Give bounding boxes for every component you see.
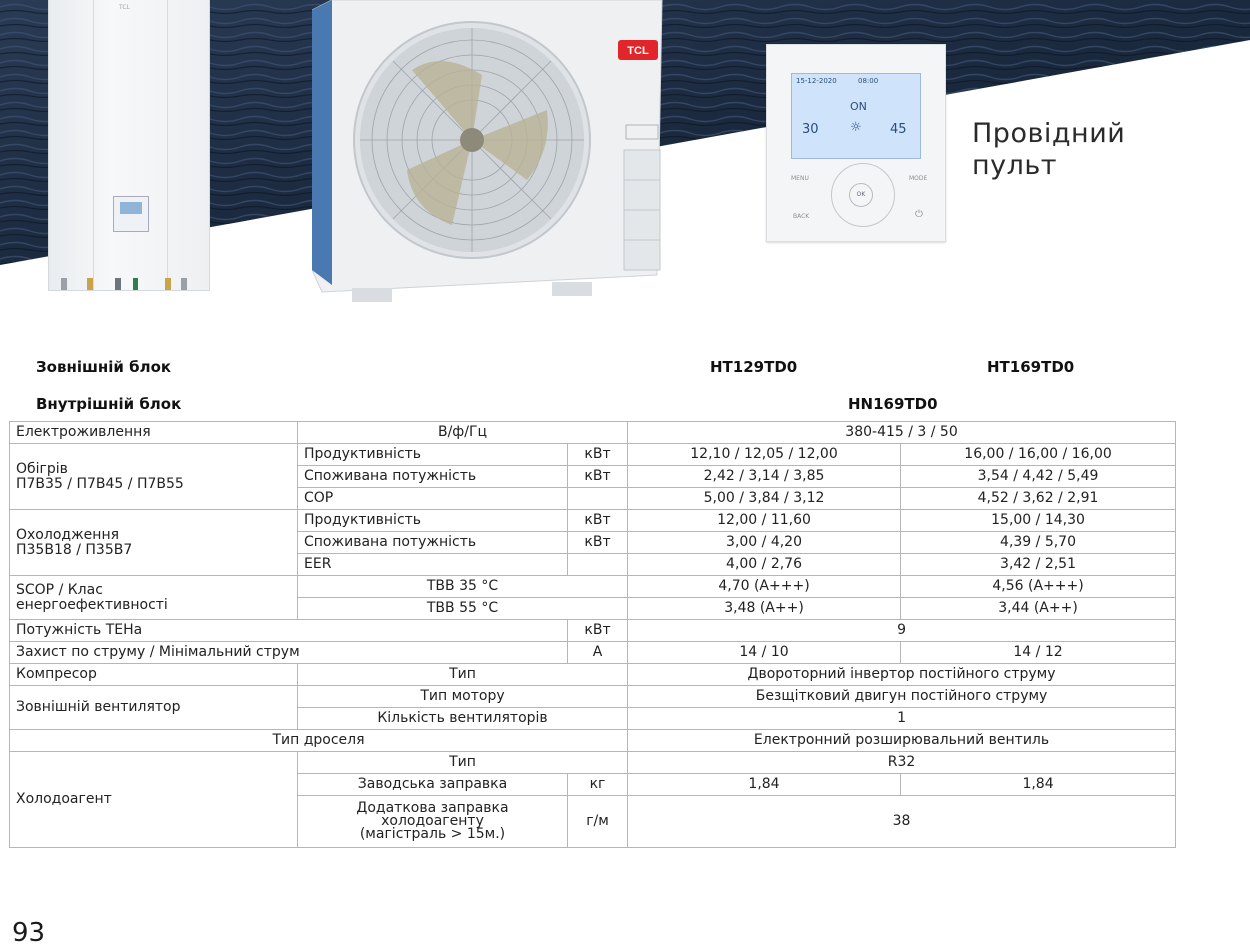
table-cell: 5,00 / 3,84 / 3,12	[628, 488, 901, 510]
fan-motor-value: Безщітковий двигун постійного струму	[628, 686, 1176, 708]
remote-back-label: BACK	[793, 213, 810, 220]
table-row	[10, 752, 1176, 774]
heater-power-label: Потужність ТЕНа	[10, 620, 568, 642]
cooling-label	[10, 510, 298, 576]
cooling-label-line2: П35В18 / П35В7	[16, 541, 133, 558]
table-row	[10, 664, 1176, 686]
current-protection-label: Захист по струму / Мінімальний струм	[10, 642, 568, 664]
table-cell: COP	[298, 488, 568, 510]
table-cell: 3,44 (А++)	[901, 598, 1176, 620]
indoor-brand: TCL	[119, 4, 130, 11]
heating-label-line1: Обігрів	[16, 460, 68, 477]
power-icon: ⏻	[915, 209, 923, 220]
table-cell: кВт	[568, 532, 628, 554]
table-cell: ТВВ 55 °С	[298, 598, 628, 620]
refrigerant-extra-value: 38	[628, 796, 1176, 848]
page-number: 93	[12, 918, 46, 948]
outdoor-block-label: Зовнішній блок	[36, 358, 172, 376]
refrigerant-extra-unit: г/м	[568, 796, 628, 848]
table-cell: ТВВ 35 °С	[298, 576, 628, 598]
compressor-label: Компресор	[10, 664, 298, 686]
remote-ok-button: OK	[849, 183, 873, 207]
table-row	[10, 686, 1176, 708]
table-cell: Продуктивність	[298, 510, 568, 532]
heating-label-line2: П7В35 / П7В45 / П7В55	[16, 475, 184, 492]
table-cell: 4,70 (А+++)	[628, 576, 901, 598]
refrigerant-label: Холодоагент	[10, 752, 298, 848]
remote-menu-label: MENU	[791, 175, 809, 182]
refrigerant-factory-unit: кг	[568, 774, 628, 796]
table-cell: 4,52 / 3,62 / 2,91	[901, 488, 1176, 510]
fan-motor-param: Тип мотору	[298, 686, 628, 708]
table-row	[10, 620, 1176, 642]
table-cell: 12,10 / 12,05 / 12,00	[628, 444, 901, 466]
scop-label	[10, 576, 298, 620]
refrigerant-type-value: R32	[628, 752, 1176, 774]
refrigerant-factory-param: Заводська заправка	[298, 774, 568, 796]
table-row	[10, 444, 1176, 466]
refrigerant-extra-param	[298, 796, 568, 848]
table-cell: 3,54 / 4,42 / 5,49	[901, 466, 1176, 488]
table-cell: Споживана потужність	[298, 532, 568, 554]
heating-label	[10, 444, 298, 510]
outdoor-model-2: HT169TD0	[987, 358, 1075, 376]
scop-label-line1: SCOP / Клас	[16, 581, 103, 598]
outdoor-model-1: HT129TD0	[710, 358, 798, 376]
scop-label-line2: енергоефективності	[16, 596, 168, 613]
outdoor-brand-logo: TCL	[627, 45, 649, 57]
outdoor-unit-image	[312, 0, 672, 310]
power-supply-value: 380-415 / 3 / 50	[628, 422, 1176, 444]
remote-caption-line1: Провідний	[972, 118, 1126, 149]
table-row	[10, 422, 1176, 444]
remote-time: 08:00	[858, 77, 879, 85]
power-supply-label: Електроживлення	[10, 422, 298, 444]
fan-count-value: 1	[628, 708, 1176, 730]
table-cell: 15,00 / 14,30	[901, 510, 1176, 532]
table-cell: 4,00 / 2,76	[628, 554, 901, 576]
current-protection-v1: 14 / 10	[628, 642, 901, 664]
throttle-label: Тип дроселя	[10, 730, 628, 752]
table-row	[10, 642, 1176, 664]
remote-temp-right: 45	[890, 122, 907, 137]
table-cell	[568, 488, 628, 510]
refrigerant-factory-v2: 1,84	[901, 774, 1176, 796]
table-row	[10, 576, 1176, 598]
table-cell: 3,48 (А++)	[628, 598, 901, 620]
current-protection-v2: 14 / 12	[901, 642, 1176, 664]
table-cell: кВт	[568, 466, 628, 488]
table-cell: кВт	[568, 444, 628, 466]
fan-count-param: Кількість вентиляторів	[298, 708, 628, 730]
table-cell: 3,42 / 2,51	[901, 554, 1176, 576]
table-cell: 2,42 / 3,14 / 3,85	[628, 466, 901, 488]
remote-caption	[972, 118, 1125, 182]
table-cell: 16,00 / 16,00 / 16,00	[901, 444, 1176, 466]
sun-icon: ☼	[850, 120, 862, 135]
heater-power-value: 9	[628, 620, 1176, 642]
throttle-value: Електронний розширювальний вентиль	[628, 730, 1176, 752]
refrigerant-extra-line3: (магістраль > 15м.)	[359, 826, 506, 842]
table-cell: кВт	[568, 510, 628, 532]
refrigerant-extra-line2: холодоагенту	[381, 813, 484, 829]
refrigerant-factory-v1: 1,84	[628, 774, 901, 796]
current-protection-unit: А	[568, 642, 628, 664]
fan-label: Зовнішній вентилятор	[10, 686, 298, 730]
power-supply-unit: В/ф/Гц	[298, 422, 628, 444]
remote-mode-label: MODE	[909, 175, 928, 182]
wired-remote-image	[766, 44, 946, 242]
remote-date: 15-12-2020	[796, 77, 837, 85]
cooling-label-line1: Охолодження	[16, 526, 120, 543]
compressor-value: Двороторний інвертор постійного струму	[628, 664, 1176, 686]
indoor-block-label: Внутрішній блок	[36, 395, 182, 413]
table-cell: Споживана потужність	[298, 466, 568, 488]
remote-caption-line2: пульт	[972, 150, 1058, 181]
remote-lcd	[791, 73, 921, 159]
refrigerant-type-param: Тип	[298, 752, 628, 774]
table-cell: 3,00 / 4,20	[628, 532, 901, 554]
table-cell: 4,56 (А+++)	[901, 576, 1176, 598]
indoor-model: HN169TD0	[848, 395, 938, 413]
table-row	[10, 730, 1176, 752]
remote-on-status: ON	[850, 100, 867, 113]
spec-table	[9, 421, 1176, 848]
indoor-unit-display	[113, 196, 149, 232]
compressor-param: Тип	[298, 664, 628, 686]
table-cell: 4,39 / 5,70	[901, 532, 1176, 554]
table-cell: EER	[298, 554, 568, 576]
refrigerant-extra-line1: Додаткова заправка	[356, 800, 509, 816]
indoor-unit-image	[48, 0, 210, 291]
table-cell: 12,00 / 11,60	[628, 510, 901, 532]
table-row	[10, 510, 1176, 532]
remote-temp-left: 30	[802, 122, 819, 137]
indoor-pipes	[57, 278, 197, 290]
heater-power-unit: кВт	[568, 620, 628, 642]
table-cell	[568, 554, 628, 576]
table-cell: Продуктивність	[298, 444, 568, 466]
